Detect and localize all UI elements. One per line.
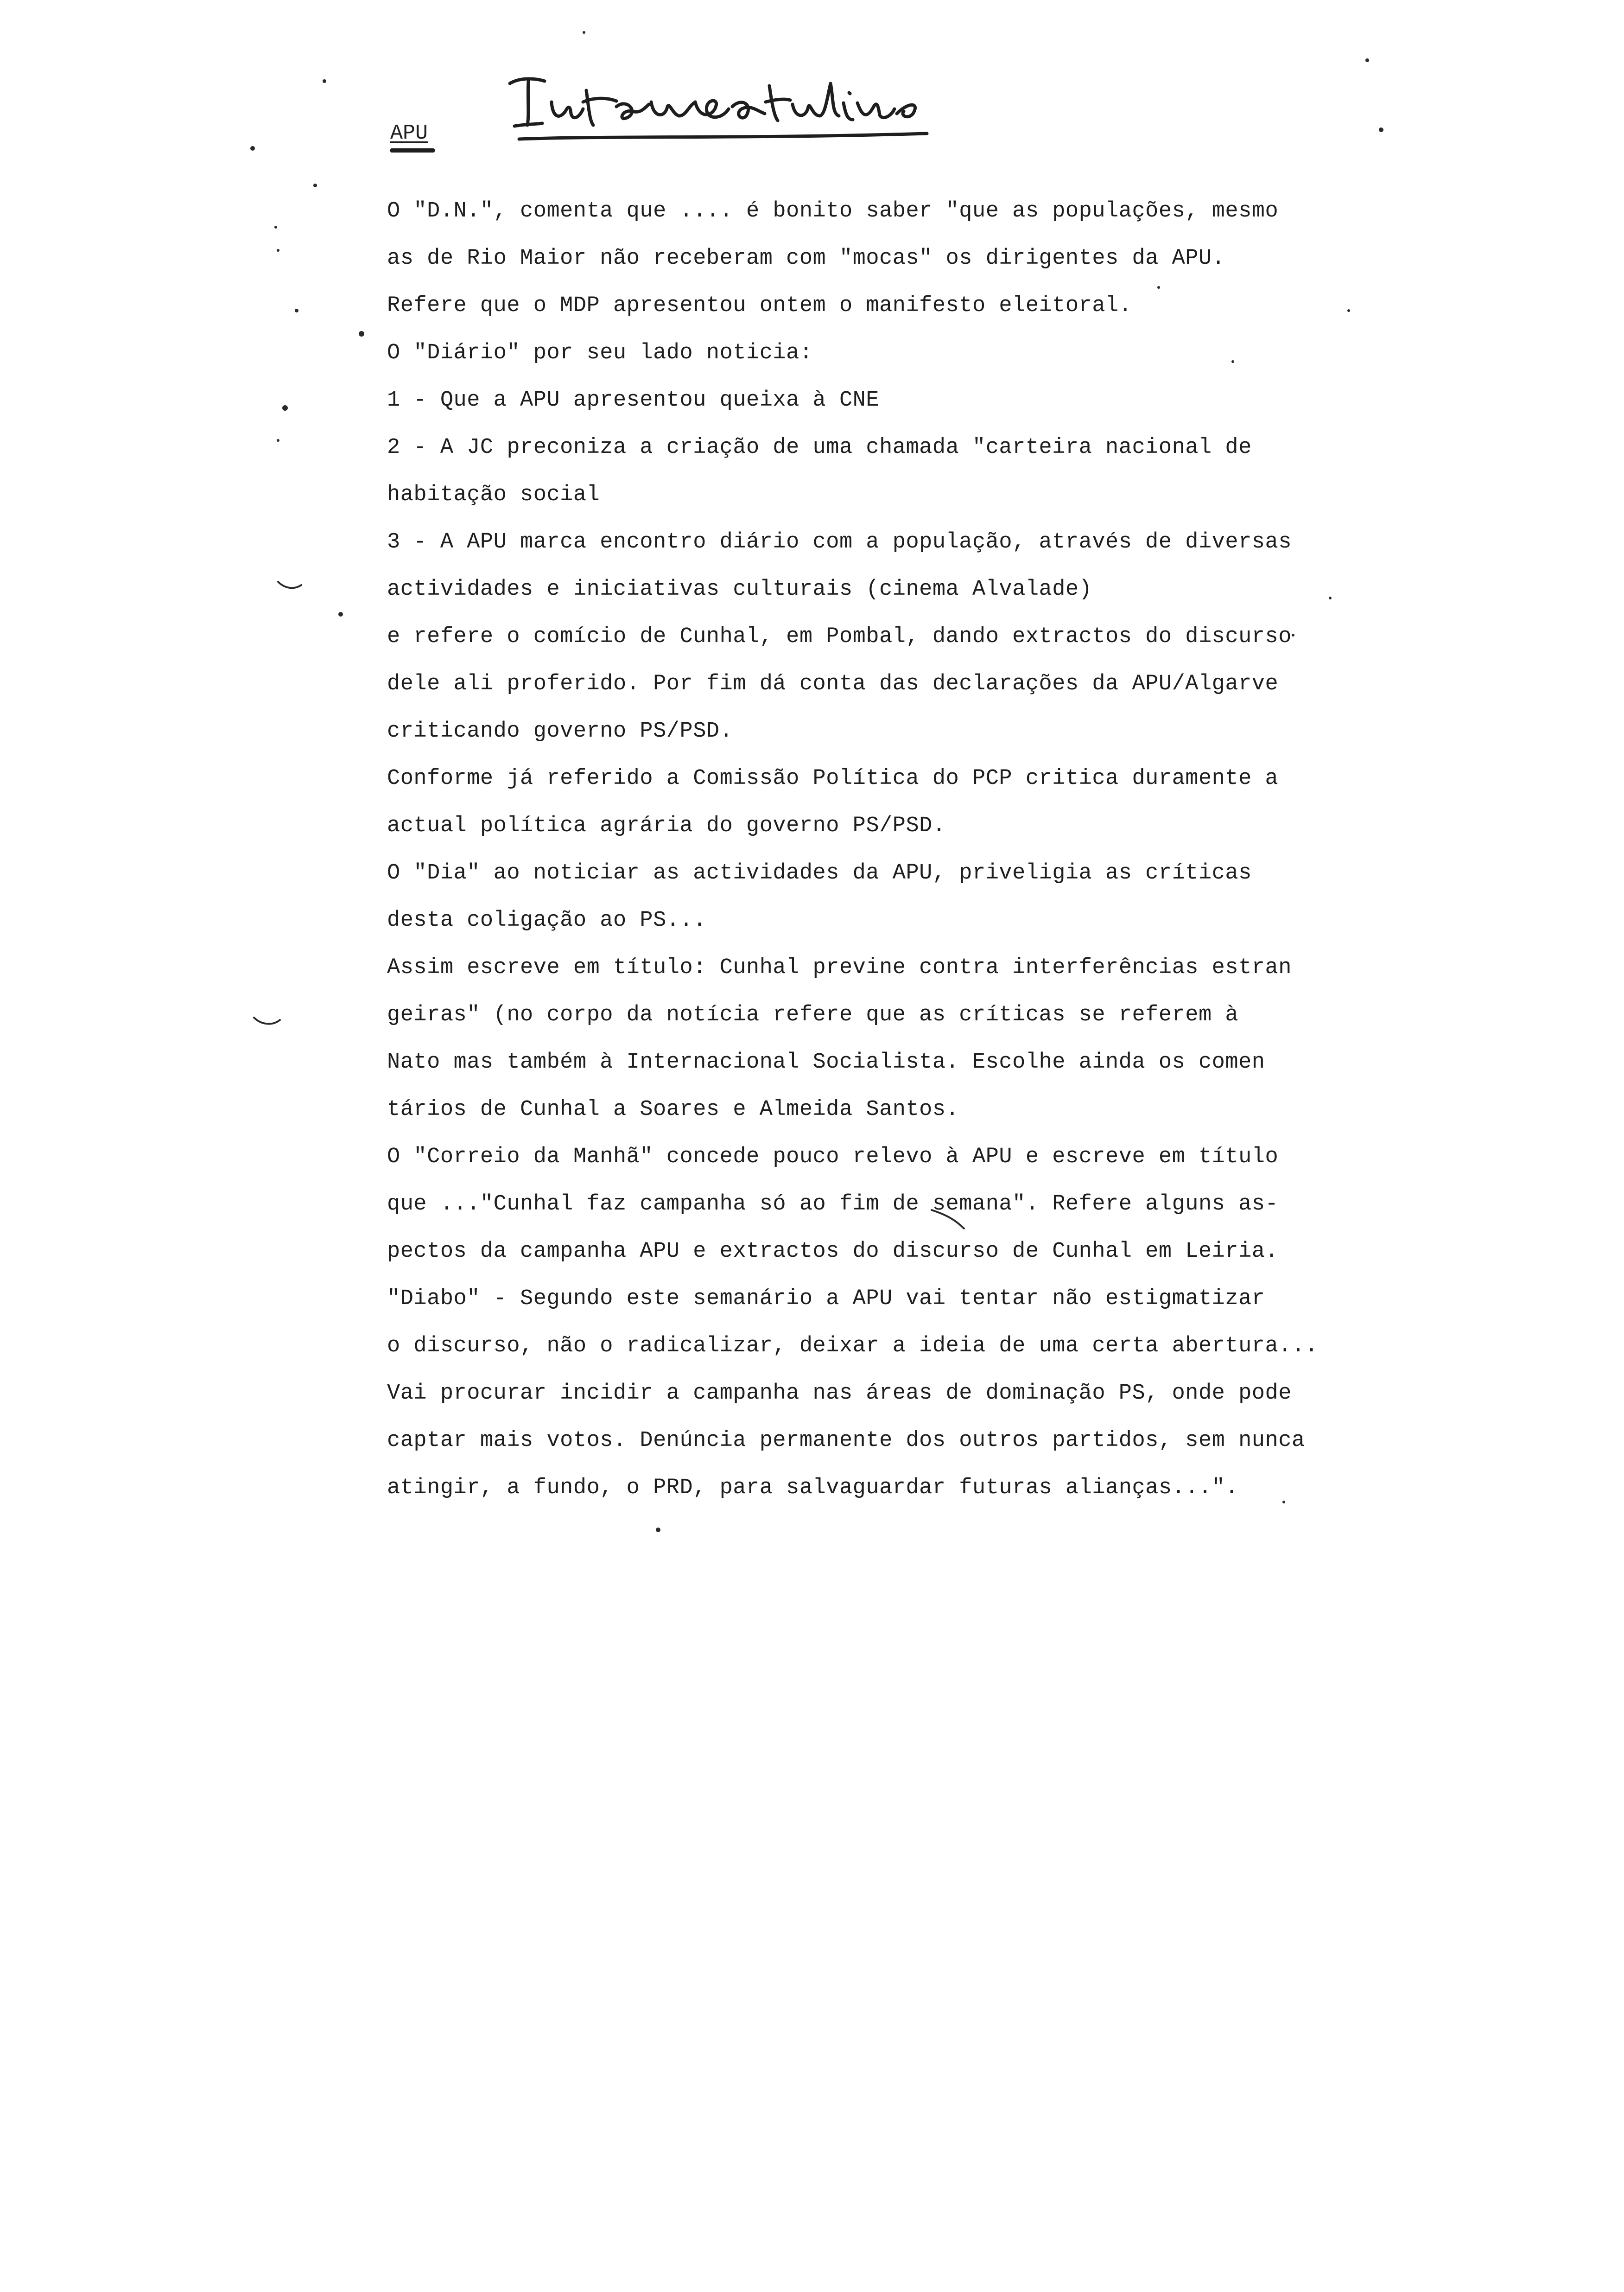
- text-line: Conforme já referido a Comissão Política do PCP critica duramente a: [387, 766, 1279, 791]
- text-line: 2 - A JC preconiza a criação de uma chamada "carteira nacional de: [387, 435, 1252, 460]
- heading-underline: [390, 148, 435, 153]
- text-line: geiras" (no corpo da notícia refere que as críticas se referem à: [387, 1003, 1239, 1027]
- text-line: actual política agrária do governo PS/PSD.: [387, 814, 946, 838]
- text-line: Nato mas também à Internacional Socialista. Escolhe ainda os comen: [387, 1050, 1265, 1075]
- text-line: criticando governo PS/PSD.: [387, 719, 733, 744]
- text-line: as de Rio Maior não receberam com "mocas" os dirigentes da APU.: [387, 246, 1225, 271]
- text-line: O "Correio da Manhã" concede pouco relevo à APU e escreve em título: [387, 1145, 1279, 1169]
- text-line: atingir, a fundo, o PRD, para salvaguardar futuras alianças...".: [387, 1476, 1239, 1500]
- text-line: pectos da campanha APU e extractos do discurso de Cunhal em Leiria.: [387, 1239, 1279, 1264]
- handwritten-title: [501, 70, 941, 148]
- text-line: Assim escreve em título: Cunhal previne contra interferências estran: [387, 955, 1292, 980]
- text-line: O "Dia" ao noticiar as actividades da APU, priveligia as críticas: [387, 861, 1252, 885]
- text-line: O "D.N.", comenta que .... é bonito saber "que as populações, mesmo: [387, 199, 1279, 223]
- text-line: 1 - Que a APU apresentou queixa à CNE: [387, 388, 880, 413]
- section-heading: APU: [390, 121, 428, 145]
- text-line: O "Diário" por seu lado noticia:: [387, 341, 813, 365]
- text-line: Refere que o MDP apresentou ontem o manifesto eleitoral.: [387, 293, 1132, 318]
- text-line: desta coligação ao PS...: [387, 908, 706, 933]
- text-line: actividades e iniciativas culturais (cinema Alvalade): [387, 577, 1092, 602]
- text-line: o discurso, não o radicalizar, deixar a ideia de uma certa abertura...: [387, 1334, 1319, 1358]
- text-line: Vai procurar incidir a campanha nas áreas de dominação PS, onde pode: [387, 1381, 1292, 1406]
- text-line: habitação social: [387, 483, 600, 507]
- text-line: dele ali proferido. Por fim dá conta das declarações da APU/Algarve: [387, 672, 1279, 696]
- text-line: e refere o comício de Cunhal, em Pombal, dando extractos do discurso: [387, 624, 1292, 649]
- text-line: tários de Cunhal a Soares e Almeida Santos.: [387, 1097, 959, 1122]
- document-body: [387, 188, 1407, 1512]
- text-line: captar mais votos. Denúncia permanente dos outros partidos, sem nunca: [387, 1428, 1305, 1453]
- text-line: 3 - A APU marca encontro diário com a população, através de diversas: [387, 530, 1292, 554]
- text-line: que ..."Cunhal faz campanha só ao fim de semana". Refere alguns as-: [387, 1192, 1279, 1216]
- text-line: "Diabo" - Segundo este semanário a APU vai tentar não estigmatizar: [387, 1286, 1265, 1311]
